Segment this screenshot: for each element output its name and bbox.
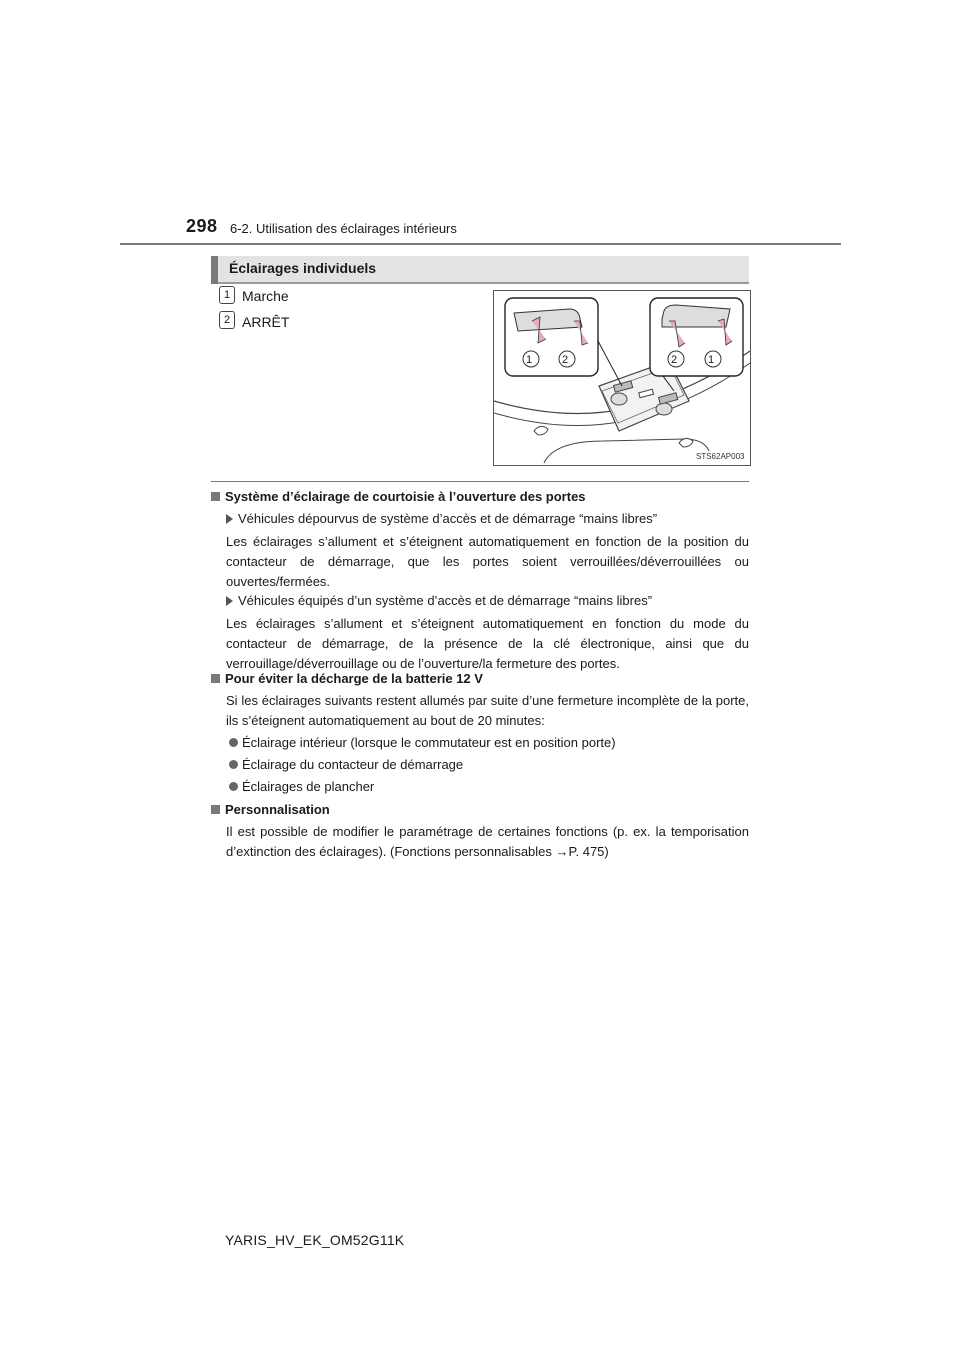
chapter-title: 6-2. Utilisation des éclairages intérieurs bbox=[230, 221, 457, 236]
heading-battery bbox=[211, 671, 483, 686]
section-accent bbox=[211, 256, 218, 284]
section-rule bbox=[211, 481, 749, 482]
square-bullet-icon bbox=[211, 492, 220, 501]
heading-courtesy bbox=[211, 489, 586, 504]
section-header bbox=[211, 256, 749, 284]
triangle-bullet-icon bbox=[226, 514, 233, 524]
heading-customization bbox=[211, 802, 330, 817]
heading-battery-text: Pour éviter la décharge de la batterie 12 V bbox=[225, 671, 483, 686]
para-customization: Il est possible de modifier le paramétrage de certaines fonctions (p. ex. la temporisation d’extinction des éclairages). (Fonctions personnalisables →P. 475) bbox=[226, 824, 749, 859]
dot-bullet-icon bbox=[229, 782, 238, 791]
header-rule bbox=[120, 243, 841, 245]
item-number-2: 2 bbox=[219, 311, 235, 329]
item-number-1: 1 bbox=[219, 286, 235, 304]
heading-customization-text: Personnalisation bbox=[225, 802, 330, 817]
list-item-text: Éclairage du contacteur de démarrage bbox=[242, 757, 464, 772]
condition-smart-key bbox=[226, 593, 652, 608]
item-label-arret: ARRÊT bbox=[242, 314, 290, 330]
figure-callout-2-right: 2 bbox=[671, 354, 678, 366]
list-item-text: Éclairages de plancher bbox=[242, 779, 375, 794]
dot-bullet-icon bbox=[229, 760, 238, 769]
page-number: 298 bbox=[186, 216, 218, 236]
figure-callout-1-right: 1 bbox=[708, 354, 715, 366]
condition-no-smart-key bbox=[226, 511, 657, 526]
item-label-marche: Marche bbox=[242, 288, 289, 304]
figure-code: STS62AP003 bbox=[696, 452, 745, 461]
triangle-bullet-icon bbox=[226, 596, 233, 606]
list-item-text: Éclairage intérieur (lorsque le commutateur est en position porte) bbox=[242, 735, 616, 750]
square-bullet-icon bbox=[211, 674, 220, 683]
document-code: YARIS_HV_EK_OM52G11K bbox=[225, 1232, 405, 1248]
lamp-drawing bbox=[494, 291, 750, 465]
figure-callout-2-left: 2 bbox=[562, 354, 569, 366]
section-title: Éclairages individuels bbox=[229, 260, 377, 276]
list-item bbox=[229, 779, 374, 794]
list-item bbox=[229, 757, 463, 772]
dot-bullet-icon bbox=[229, 738, 238, 747]
heading-courtesy-text: Système d’éclairage de courtoisie à l’ouverture des portes bbox=[225, 489, 586, 504]
para-courtesy-2: Les éclairages s’allument et s’éteignent automatiquement en fonction du mode du contacteur de démarrage, de la présence de la clé électronique, ainsi que du verrouillage/déverrouillage ou de l’ouverture/la fermeture des portes. bbox=[226, 616, 749, 671]
para-battery: Si les éclairages suivants restent allumés par suite d’une fermeture incomplète de la porte, ils s’éteignent automatiquement au bout de 20 minutes: bbox=[226, 693, 749, 728]
para-courtesy-1: Les éclairages s’allument et s’éteignent automatiquement en fonction de la position du contacteur de démarrage, que les portes soient verrouillées/déverrouillées ou ouvertes/fermées. bbox=[226, 534, 749, 589]
condition-no-smart-key-text: Véhicules dépourvus de système d’accès et de démarrage “mains libres” bbox=[238, 511, 658, 526]
figure-callout-1-left: 1 bbox=[526, 354, 533, 366]
list-item bbox=[229, 735, 616, 750]
square-bullet-icon bbox=[211, 805, 220, 814]
condition-smart-key-text: Véhicules équipés d’un système d’accès et de démarrage “mains libres” bbox=[238, 593, 653, 608]
lamp-illustration bbox=[493, 290, 751, 466]
